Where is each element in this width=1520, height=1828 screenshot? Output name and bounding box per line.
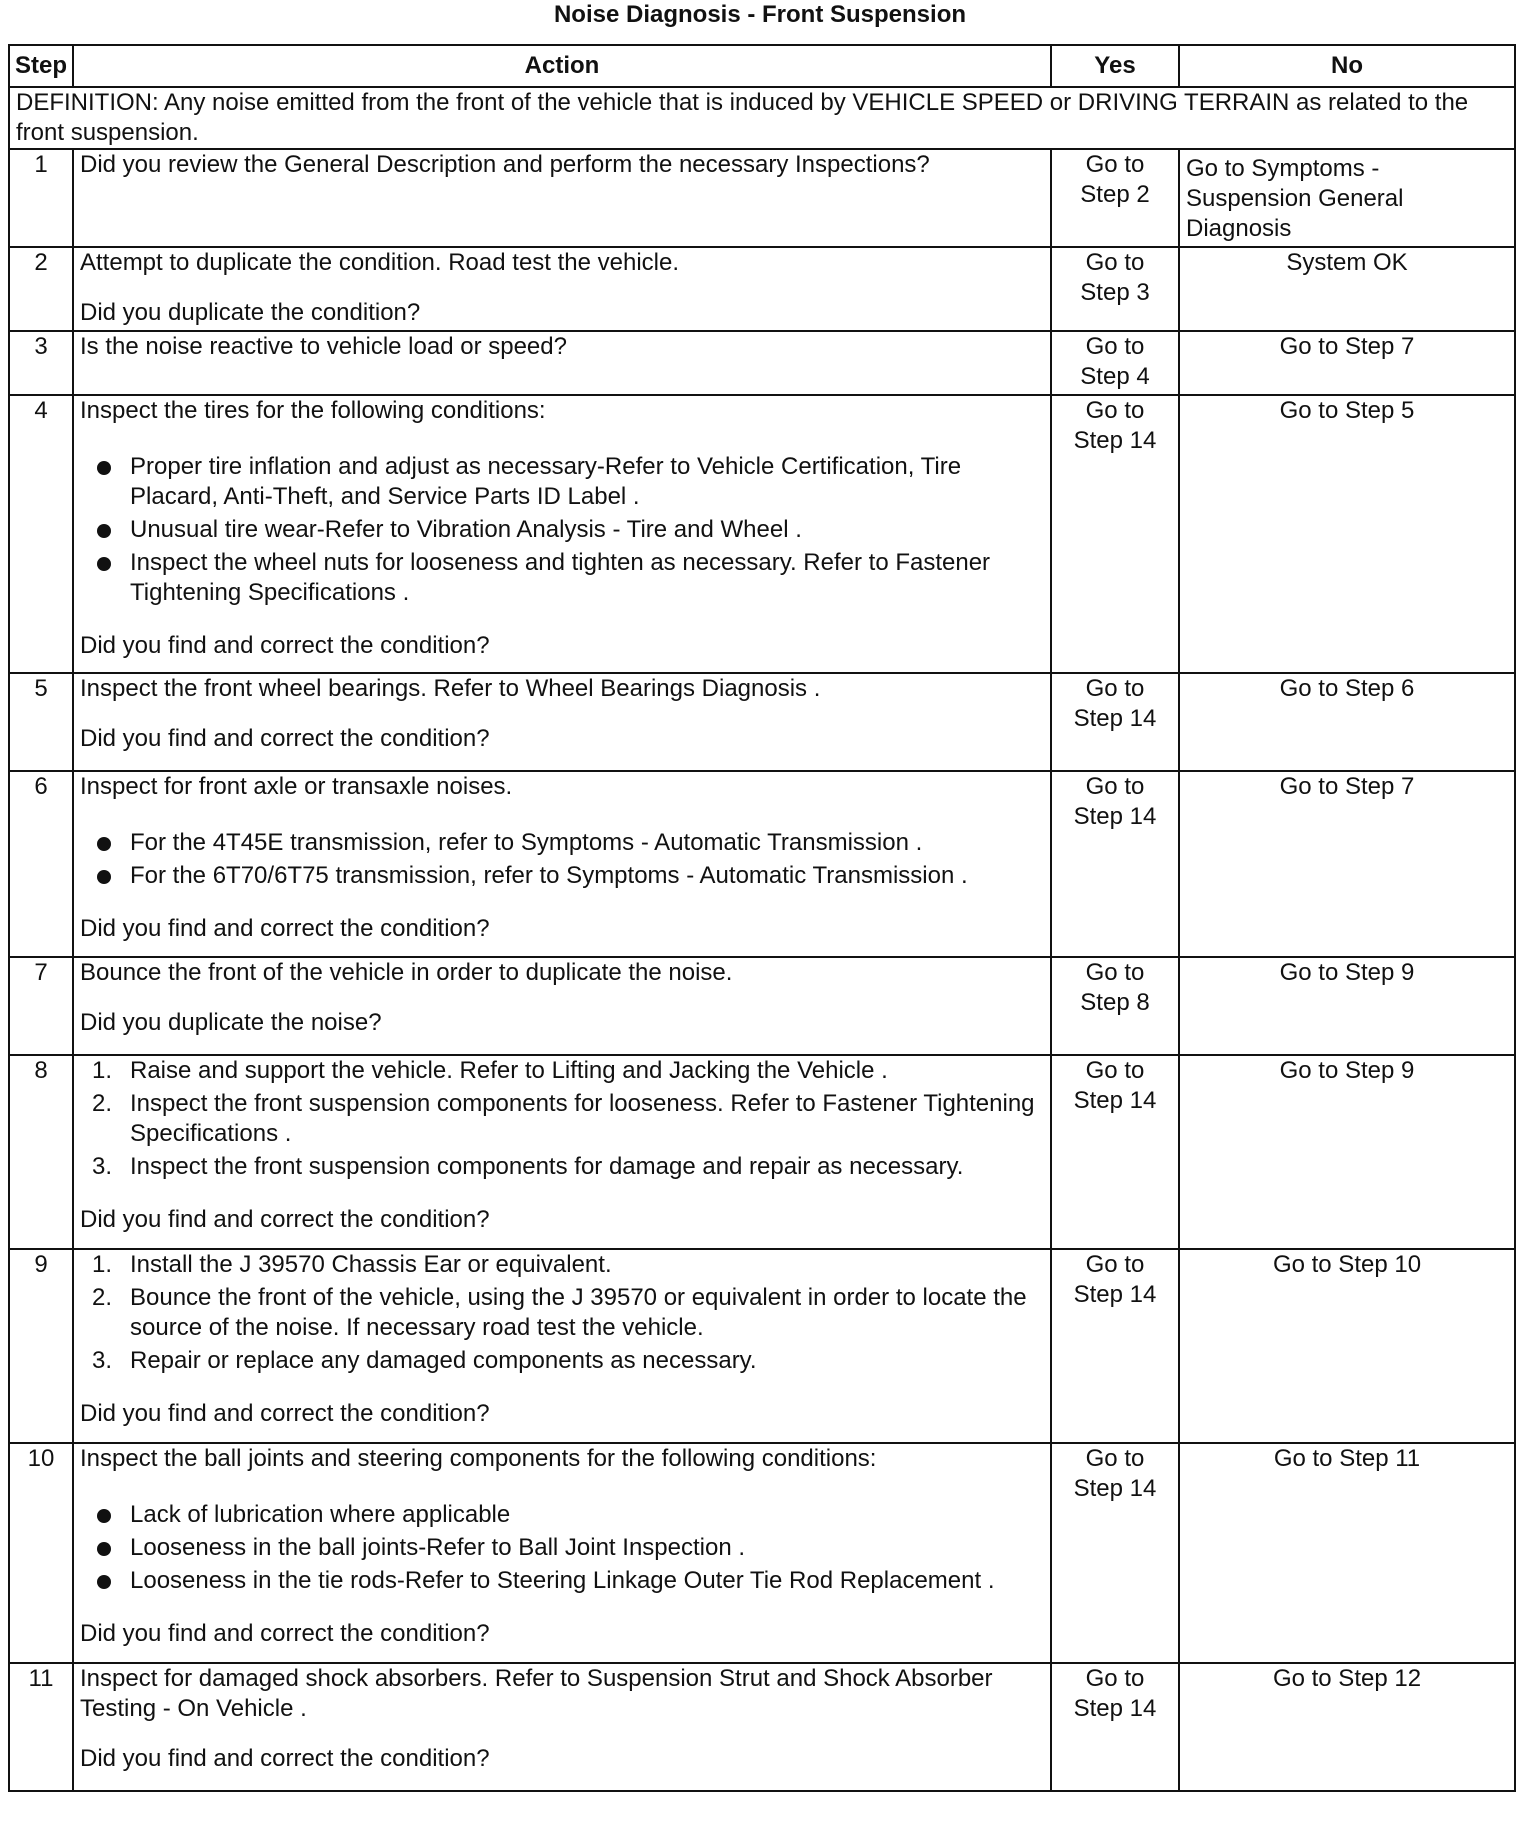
- list-item: Looseness in the tie rods-Refer to Steering Linkage Outer Tie Rod Replacement .: [80, 1566, 1044, 1596]
- no-cell: Go to Step 11: [1179, 1443, 1515, 1663]
- action-question: Did you find and correct the condition?: [80, 915, 490, 942]
- yes-line: Step 8: [1080, 989, 1150, 1016]
- action-cell: [73, 1443, 1051, 1663]
- yes-cell: [1051, 1663, 1179, 1791]
- bullet-list: [80, 1500, 1044, 1596]
- yes-cell: [1051, 331, 1179, 395]
- list-item: Proper tire inflation and adjust as necessary-Refer to Vehicle Certification, Tire Placard, Anti-Theft, and Service Parts ID Label .: [80, 452, 1044, 512]
- action-cell: [73, 331, 1051, 395]
- action-cell: [73, 957, 1051, 1055]
- step-number: 10: [9, 1443, 73, 1663]
- yes-line: Go to: [1085, 959, 1145, 986]
- action-question: Did you find and correct the condition?: [80, 1400, 490, 1427]
- list-item: [80, 1056, 1044, 1086]
- step-number: 7: [9, 957, 73, 1055]
- table-row: [9, 247, 1515, 331]
- action-cell: [73, 1249, 1051, 1443]
- action-intro: Inspect the front wheel bearings. Refer to Wheel Bearings Diagnosis .: [80, 675, 821, 702]
- list-item: [80, 1250, 1044, 1280]
- list-item: Inspect the wheel nuts for looseness and tighten as necessary. Refer to Fastener Tightening Specifications .: [80, 548, 1044, 608]
- list-number: 1.: [92, 1251, 113, 1278]
- yes-line: Go to: [1085, 1251, 1145, 1278]
- list-number: 3.: [92, 1153, 113, 1180]
- yes-line: Step 14: [1073, 1281, 1157, 1308]
- action-cell: [73, 149, 1051, 247]
- table-row: [9, 771, 1515, 957]
- table-row: [9, 1249, 1515, 1443]
- table-row: [9, 395, 1515, 673]
- list-item: For the 6T70/6T75 transmission, refer to Symptoms - Automatic Transmission .: [80, 861, 1044, 891]
- yes-cell: [1051, 1249, 1179, 1443]
- yes-line: Go to: [1085, 397, 1145, 424]
- table-row: [9, 673, 1515, 771]
- yes-cell: [1051, 395, 1179, 673]
- yes-line: Step 14: [1073, 1695, 1157, 1722]
- table-row: [9, 331, 1515, 395]
- no-cell: System OK: [1179, 247, 1515, 331]
- action-cell: [73, 1663, 1051, 1791]
- yes-cell: [1051, 957, 1179, 1055]
- yes-line: Go to: [1085, 1445, 1145, 1472]
- list-item: Looseness in the ball joints-Refer to Ball Joint Inspection .: [80, 1533, 1044, 1563]
- yes-cell: [1051, 1443, 1179, 1663]
- yes-line: Go to: [1085, 333, 1145, 360]
- no-cell: Go to Step 7: [1179, 771, 1515, 957]
- action-question: Did you find and correct the condition?: [80, 1206, 490, 1233]
- table-row: [9, 1663, 1515, 1791]
- yes-cell: [1051, 673, 1179, 771]
- yes-line: Step 14: [1073, 803, 1157, 830]
- list-number: 2.: [92, 1090, 113, 1117]
- list-item: Lack of lubrication where applicable: [80, 1500, 1044, 1530]
- list-item: Unusual tire wear-Refer to Vibration Analysis - Tire and Wheel .: [80, 515, 1044, 545]
- list-item: [80, 1152, 1044, 1182]
- yes-line: Step 2: [1080, 181, 1150, 208]
- action-question: Is the noise reactive to vehicle load or speed?: [80, 333, 567, 360]
- yes-line: Go to: [1085, 249, 1145, 276]
- yes-line: Step 14: [1073, 1475, 1157, 1502]
- action-question: Did you duplicate the condition?: [80, 299, 421, 326]
- list-text: Install the J 39570 Chassis Ear or equivalent.: [130, 1251, 612, 1278]
- header-action: Action: [73, 45, 1051, 87]
- action-intro: Attempt to duplicate the condition. Road test the vehicle.: [80, 249, 680, 276]
- table-row: [9, 957, 1515, 1055]
- action-question: Did you find and correct the condition?: [80, 1620, 490, 1647]
- action-cell: [73, 1055, 1051, 1249]
- action-cell: [73, 247, 1051, 331]
- step-number: 11: [9, 1663, 73, 1791]
- step-number: 9: [9, 1249, 73, 1443]
- table-row: [9, 1055, 1515, 1249]
- action-cell: [73, 771, 1051, 957]
- action-question: Did you duplicate the noise?: [80, 1009, 382, 1036]
- action-question: Did you review the General Description and perform the necessary Inspections?: [80, 151, 930, 178]
- action-intro: Bounce the front of the vehicle in order to duplicate the noise.: [80, 959, 733, 986]
- definition-text: DEFINITION: Any noise emitted from the front of the vehicle that is induced by VEHICLE SPEED or DRIVING TERRAIN as related to the front suspension.: [9, 87, 1515, 149]
- action-question: Did you find and correct the condition?: [80, 1745, 490, 1772]
- list-item: [80, 1283, 1044, 1343]
- numbered-list: [80, 1250, 1044, 1376]
- definition-row: [9, 87, 1515, 149]
- diagnosis-table: [8, 44, 1516, 1792]
- header-step: Step: [9, 45, 73, 87]
- yes-cell: [1051, 1055, 1179, 1249]
- no-cell: Go to Step 10: [1179, 1249, 1515, 1443]
- action-intro: Inspect the tires for the following conditions:: [80, 397, 546, 424]
- no-cell: Go to Symptoms - Suspension General Diagnosis: [1179, 149, 1515, 247]
- yes-line: Step 3: [1080, 279, 1150, 306]
- yes-line: Go to: [1085, 1057, 1145, 1084]
- list-text: Inspect the front suspension components for damage and repair as necessary.: [130, 1153, 964, 1180]
- no-cell: Go to Step 5: [1179, 395, 1515, 673]
- list-text: Bounce the front of the vehicle, using the J 39570 or equivalent in order to locate the source of the noise. If necessary road test the vehicle.: [130, 1284, 1027, 1341]
- step-number: 2: [9, 247, 73, 331]
- bullet-list: [80, 828, 1044, 891]
- no-cell: Go to Step 9: [1179, 957, 1515, 1055]
- list-item: [80, 1346, 1044, 1376]
- yes-line: Step 14: [1073, 1087, 1157, 1114]
- header-no: No: [1179, 45, 1515, 87]
- header-yes: Yes: [1051, 45, 1179, 87]
- action-intro: Inspect for front axle or transaxle noises.: [80, 773, 513, 800]
- yes-line: Go to: [1085, 1665, 1145, 1692]
- list-text: Raise and support the vehicle. Refer to Lifting and Jacking the Vehicle .: [130, 1057, 888, 1084]
- step-number: 3: [9, 331, 73, 395]
- no-cell: Go to Step 9: [1179, 1055, 1515, 1249]
- step-number: 1: [9, 149, 73, 247]
- list-number: 3.: [92, 1347, 113, 1374]
- yes-cell: [1051, 771, 1179, 957]
- table-row: [9, 149, 1515, 247]
- no-cell: Go to Step 6: [1179, 673, 1515, 771]
- table-row: [9, 1443, 1515, 1663]
- list-item: For the 4T45E transmission, refer to Symptoms - Automatic Transmission .: [80, 828, 1044, 858]
- action-question: Did you find and correct the condition?: [80, 725, 490, 752]
- step-number: 6: [9, 771, 73, 957]
- action-cell: [73, 673, 1051, 771]
- yes-cell: [1051, 149, 1179, 247]
- numbered-list: [80, 1056, 1044, 1182]
- step-number: 8: [9, 1055, 73, 1249]
- list-text: Repair or replace any damaged components as necessary.: [130, 1347, 757, 1374]
- step-number: 5: [9, 673, 73, 771]
- action-intro: Inspect the ball joints and steering components for the following conditions:: [80, 1445, 877, 1472]
- yes-line: Step 4: [1080, 363, 1150, 390]
- no-cell: Go to Step 7: [1179, 331, 1515, 395]
- header-row: [9, 45, 1515, 87]
- list-text: Inspect the front suspension components for looseness. Refer to Fastener Tightening Specifications .: [130, 1090, 1035, 1147]
- yes-line: Step 14: [1073, 705, 1157, 732]
- list-number: 1.: [92, 1057, 113, 1084]
- action-intro: Inspect for damaged shock absorbers. Refer to Suspension Strut and Shock Absorber Testing - On Vehicle .: [80, 1665, 993, 1722]
- no-cell: Go to Step 12: [1179, 1663, 1515, 1791]
- list-number: 2.: [92, 1284, 113, 1311]
- bullet-list: [80, 452, 1044, 608]
- action-question: Did you find and correct the condition?: [80, 632, 490, 659]
- list-item: [80, 1089, 1044, 1149]
- yes-line: Go to: [1085, 773, 1145, 800]
- table-title: Noise Diagnosis - Front Suspension: [553, 1, 967, 28]
- yes-line: Go to: [1085, 151, 1145, 178]
- yes-line: Go to: [1085, 675, 1145, 702]
- yes-cell: [1051, 247, 1179, 331]
- step-number: 4: [9, 395, 73, 673]
- action-cell: [73, 395, 1051, 673]
- yes-line: Step 14: [1073, 427, 1157, 454]
